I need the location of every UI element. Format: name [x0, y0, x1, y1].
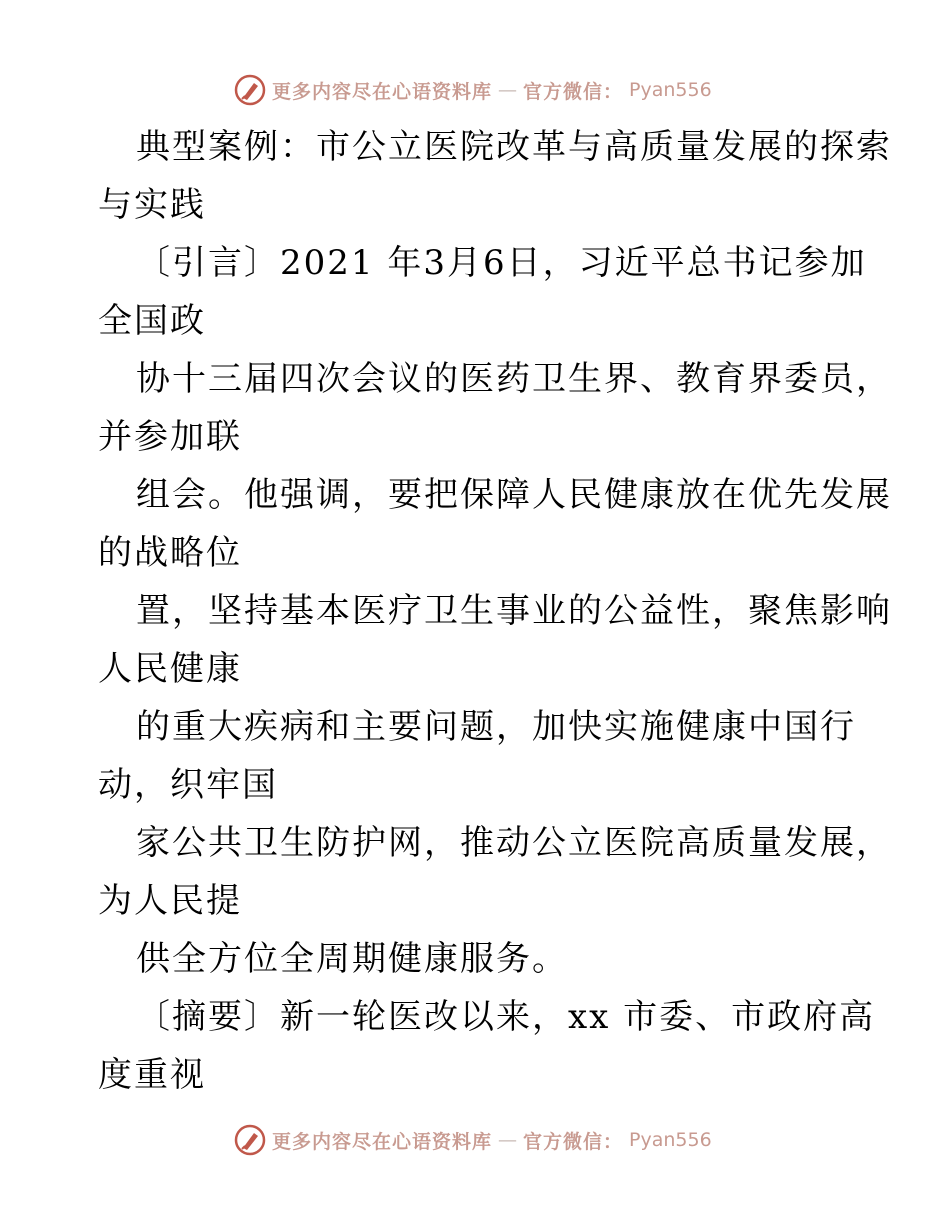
- body-line: 动，织牢国: [98, 765, 278, 805]
- body-line: 组会。他强调，要把保障人民健康放在优先发展: [136, 475, 892, 515]
- watermark-site-text: 更多内容尽在心语资料库: [272, 1130, 493, 1153]
- body-line: 供全方位全周期健康服务。: [136, 939, 568, 979]
- watermark-separator: —: [498, 1129, 518, 1151]
- body-line: 〔引言〕2021 年3月6日，习近平总书记参加: [136, 243, 867, 283]
- watermark-site-text: 更多内容尽在心语资料库: [272, 80, 493, 103]
- body-line: 〔摘要〕新一轮医改以来，xx 市委、市政府高: [136, 997, 876, 1037]
- body-line: 置，坚持基本医疗卫生事业的公益性，聚焦影响: [136, 591, 892, 631]
- quill-pen-logo-icon: [234, 1124, 266, 1156]
- body-line: 人民健康: [98, 649, 242, 689]
- body-line: 的战略位: [98, 533, 242, 573]
- header-watermark: [234, 72, 754, 108]
- footer-watermark: [234, 1122, 754, 1158]
- watermark-separator: —: [498, 79, 518, 101]
- body-line: 全国政: [98, 301, 206, 341]
- body-line: 为人民提: [98, 881, 242, 921]
- document-body: [98, 118, 892, 1104]
- body-line: 的重大疾病和主要问题，加快实施健康中国行: [136, 707, 856, 747]
- watermark-wechat-label: 官方微信：: [523, 1130, 624, 1153]
- body-line: 并参加联: [98, 417, 242, 457]
- body-line: 典型案例：市公立医院改革与高质量发展的探索: [136, 127, 892, 167]
- body-line: 家公共卫生防护网，推动公立医院高质量发展，: [136, 823, 892, 863]
- body-line: 与实践: [98, 185, 206, 225]
- watermark-account: Pyan556: [629, 1129, 712, 1151]
- body-line: 协十三届四次会议的医药卫生界、教育界委员，: [136, 359, 892, 399]
- watermark-account: Pyan556: [629, 79, 712, 101]
- body-line: 度重视: [98, 1055, 206, 1095]
- quill-pen-logo-icon: [234, 74, 266, 106]
- watermark-wechat-label: 官方微信：: [523, 80, 624, 103]
